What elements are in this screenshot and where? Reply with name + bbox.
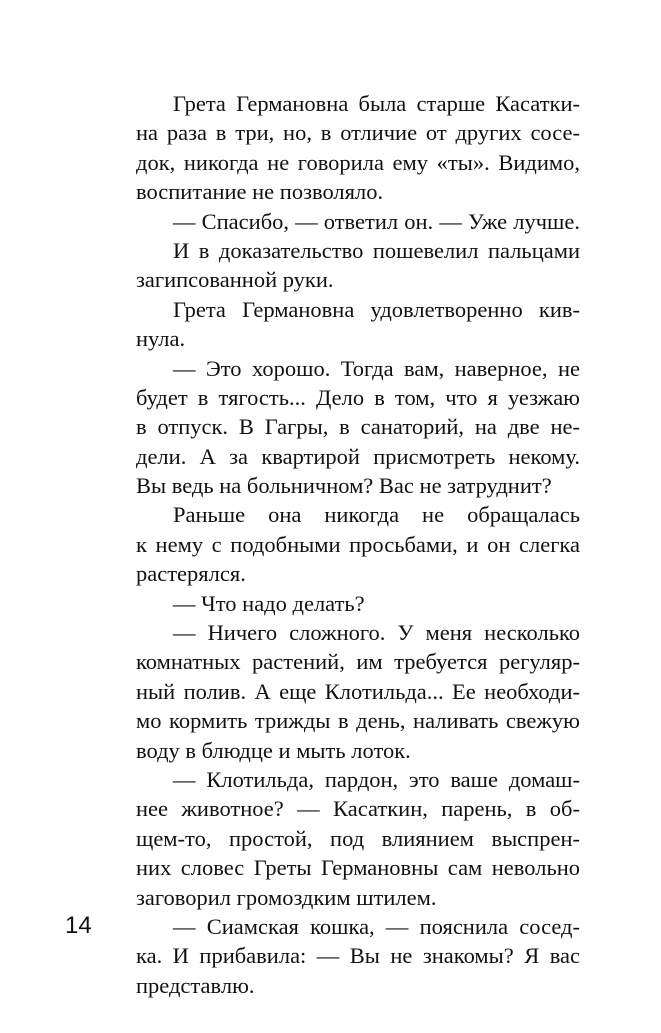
text-line: ка. И прибавила: — Вы не знакомы? Я вас — [136, 943, 580, 969]
text-line: — Ничего сложного. У меня несколько — [173, 620, 580, 646]
text-line: Раньше она никогда не обращалась — [173, 502, 580, 528]
text-line: — Сиамская кошка, — пояснила сосед- — [173, 913, 580, 939]
text-line: к нему с подобными просьбами, и он слегка — [136, 531, 580, 557]
text-line: Вы ведь на больничном? Вас не затруднит? — [136, 473, 552, 499]
text-line: будет в тягость... Дело в том, что я уезжаю — [136, 384, 580, 410]
text-line: — Это хорошо. Тогда вам, наверное, не — [173, 355, 580, 381]
text-line: комнатных растений, им требуется регуляр- — [136, 649, 580, 675]
text-line: воспитание не позволяло. — [136, 179, 384, 205]
text-line: на раза в три, но, в отличие от других сосе- — [136, 120, 580, 146]
text-line: загипсованной руки. — [136, 267, 334, 293]
text-line: воду в блюдце и мыть лоток. — [136, 737, 411, 763]
text-line: них словес Греты Германовны сам невольно — [136, 855, 580, 881]
text-line: Грета Германовна была старше Касатки- — [173, 91, 580, 116]
text-line: щем-то, простой, под влиянием выспрен- — [136, 825, 580, 851]
text-line: нее животное? — Касаткин, парень, в об- — [136, 796, 580, 822]
text-line: заговорил громоздким штилем. — [136, 884, 437, 910]
text-line: в отпуск. В Гагры, в санаторий, на две не- — [136, 414, 580, 440]
text-line: нула. — [136, 326, 186, 352]
body-text — [136, 89, 580, 1000]
text-line: — Клотильда, пардон, это ваше домаш- — [173, 766, 580, 792]
text-line: док, никогда не говорила ему «ты». Видимо, — [136, 149, 580, 175]
text-line: представлю. — [136, 972, 255, 998]
text-line: мо кормить трижды в день, наливать свежую — [136, 708, 580, 734]
text-line: растерялся. — [136, 561, 246, 587]
text-line: Грета Германовна удовлетворенно кив- — [173, 296, 580, 322]
text-line: И в доказательство пошевелил пальцами — [173, 237, 580, 263]
text-line: ный полив. А еще Клотильда... Ее необходи- — [136, 678, 580, 704]
text-line: дели. А за квартирой присмотреть некому. — [136, 443, 580, 469]
text-line: — Спасибо, — ответил он. — Уже лучше. — [173, 208, 580, 234]
text-line: — Что надо делать? — [173, 590, 365, 616]
page-number: 14 — [65, 912, 92, 939]
